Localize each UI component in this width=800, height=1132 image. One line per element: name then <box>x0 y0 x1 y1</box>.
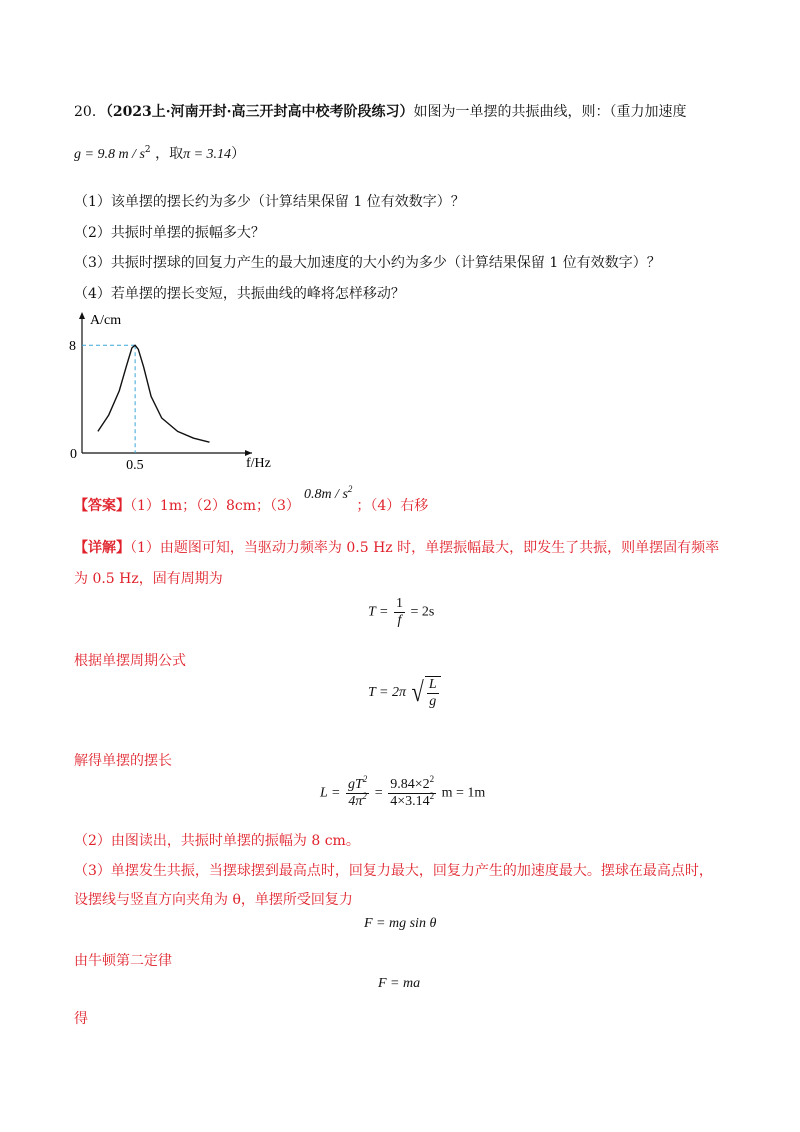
formula-label: 根据单摆周期公式 <box>74 653 186 669</box>
detail-part-3-line-1: （3）单摆发生共振，当摆球摆到最高点时，回复力最大，回复力产生的加速度最大。摆球在最高点时， <box>74 863 713 879</box>
given-sep: ，取 <box>155 146 184 162</box>
given-pi: π = 3.14 <box>183 147 232 162</box>
detail-label: 【详解】 <box>74 540 130 556</box>
question-number: 20． <box>74 104 106 120</box>
given-g: g = 9.8 m / s <box>74 147 145 162</box>
final-label: 得 <box>74 1011 88 1027</box>
solve-label: 解得单摆的摆长 <box>74 753 172 769</box>
question-header <box>74 101 687 121</box>
newton-label: 由牛顿第二定律 <box>74 953 172 969</box>
equation-restoring-force: F = mg sin θ <box>364 916 437 931</box>
equation-length: L = $\frac{gT^2}{4\pi^2}$ = $\frac{9.84\times 2^2}{4\times 3.14^2}$ m = 1m <box>320 774 486 809</box>
x-tick-label: 0.5 <box>126 458 144 473</box>
answer-label: 【答案】 <box>74 498 130 514</box>
question-part-2: （2）共振时单摆的振幅多大？ <box>74 225 265 241</box>
question-part-3: （3）共振时摆球的回复力产生的最大加速度的大小约为多少（计算结果保留 1 位有效数字）？ <box>74 255 661 271</box>
question-part-1: （1）该单摆的摆长约为多少（计算结果保留 1 位有效数字）？ <box>74 194 465 210</box>
given-close: ） <box>231 146 246 162</box>
question-part-4: （4）若单摆的摆长变短，共振曲线的峰将怎样移动？ <box>74 286 405 302</box>
y-axis-label: A/cm <box>90 313 122 328</box>
answer-part-4: ；（4）右移 <box>356 498 429 514</box>
answer-acceleration: $0.8m / s^2$ <box>303 484 353 502</box>
y-axis-arrow <box>79 312 85 319</box>
answer-part-1-3: （1）1m；（2）8cm；（3） <box>130 498 300 514</box>
resonance-chart <box>60 306 280 474</box>
equation-newton: F = ma <box>378 976 421 991</box>
x-axis-label: f/Hz <box>246 456 271 471</box>
detail-part-3-line-2: 设摆线与竖直方向夹角为 θ，单摆所受回复力 <box>74 892 353 908</box>
equation-period: T = $\frac{1}{f}$ = 2s <box>368 596 435 628</box>
given-g-exp: 2 <box>144 145 151 155</box>
equation-pendulum: T = 2π √ $\frac{L}{g}$ <box>368 676 441 710</box>
origin-label: 0 <box>70 447 77 462</box>
question-stem: 如图为一单摆的共振曲线，则：（重力加速度 <box>413 104 687 120</box>
detail-line-2: 为 0.5 Hz，固有周期为 <box>74 571 223 587</box>
detail-line-1: 【详解】（1）由题图可知，当驱动力频率为 0.5 Hz 时，单摆振幅最大，即发生了共振，则单摆固有频率 <box>74 540 720 556</box>
detail-part-2: （2）由图读出，共振时单摆的振幅为 8 cm。 <box>74 833 360 849</box>
question-source: （2023上·河南开封·高三开封高中校考阶段练习） <box>105 104 414 120</box>
resonance-curve <box>98 345 210 442</box>
given-values <box>74 143 245 163</box>
y-tick-label: 8 <box>69 339 76 355</box>
answer-line <box>74 484 429 515</box>
